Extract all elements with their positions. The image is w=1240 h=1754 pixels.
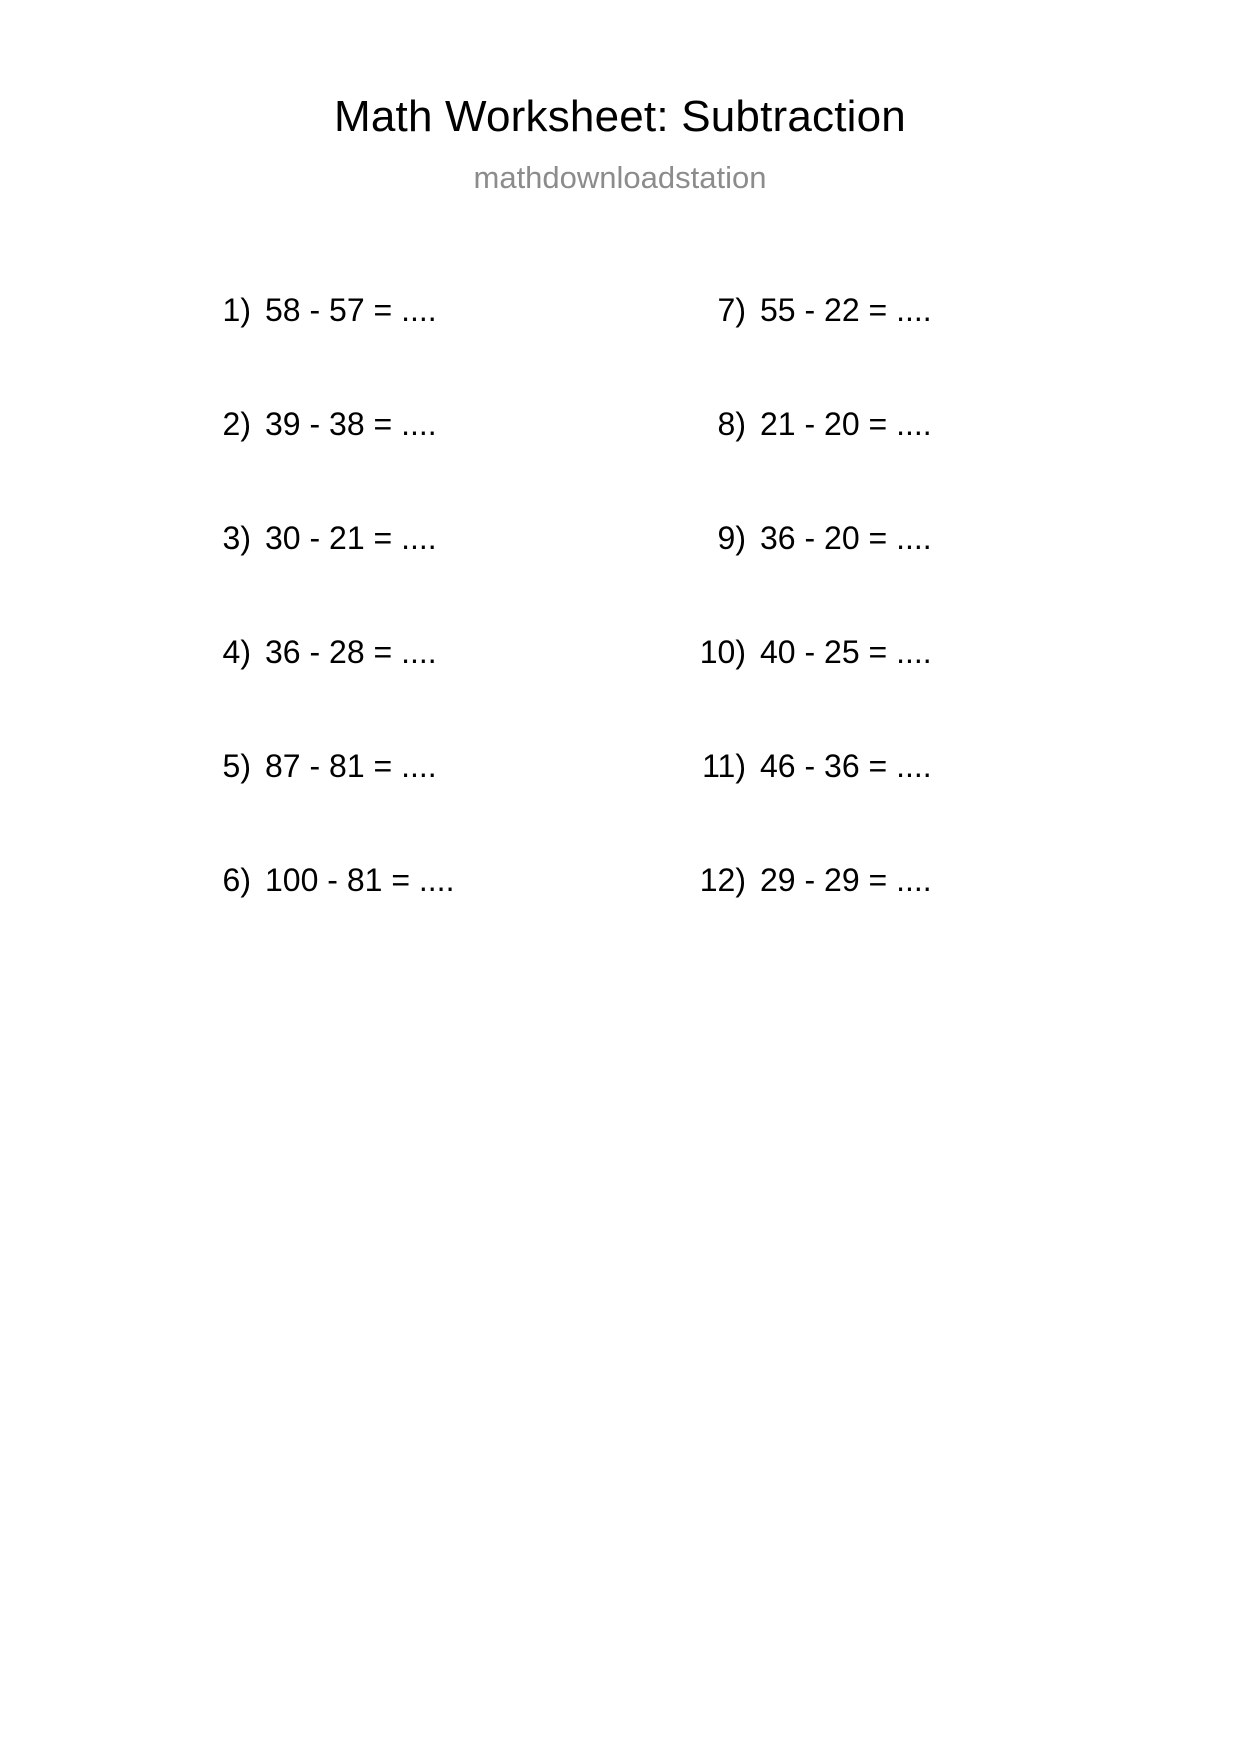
problem-number: 7) <box>717 292 746 328</box>
problem-expression: 29 - 29 = .... <box>760 862 932 898</box>
problem-expression: 58 - 57 = .... <box>265 292 437 328</box>
problem-column-left <box>195 292 495 976</box>
problem-number: 9) <box>717 520 746 556</box>
problem-list <box>0 292 1240 976</box>
problem-expression: 39 - 38 = .... <box>265 406 437 442</box>
problem-item <box>690 292 990 406</box>
problem-column-right <box>690 292 990 976</box>
problem-item <box>690 748 990 862</box>
problem-item <box>690 862 990 976</box>
problem-number: 10) <box>699 634 746 670</box>
problem-expression: 36 - 28 = .... <box>265 634 437 670</box>
problem-item <box>690 406 990 520</box>
problem-number: 4) <box>222 634 251 670</box>
problem-number: 3) <box>222 520 251 556</box>
problem-item <box>195 862 495 976</box>
problem-expression: 21 - 20 = .... <box>760 406 932 442</box>
problem-expression: 87 - 81 = .... <box>265 748 437 784</box>
problem-expression: 55 - 22 = .... <box>760 292 932 328</box>
problem-expression: 30 - 21 = .... <box>265 520 437 556</box>
problem-expression: 46 - 36 = .... <box>760 748 932 784</box>
problem-item <box>690 634 990 748</box>
problem-number: 6) <box>222 862 251 898</box>
page-title: Math Worksheet: Subtraction <box>334 92 906 141</box>
problem-item <box>690 520 990 634</box>
problem-number: 2) <box>222 406 251 442</box>
problem-expression: 100 - 81 = .... <box>265 862 455 898</box>
problem-number: 11) <box>702 748 746 784</box>
problem-item <box>195 634 495 748</box>
problem-item <box>195 406 495 520</box>
problem-number: 5) <box>222 748 251 784</box>
problem-number: 12) <box>699 862 746 898</box>
problem-number: 8) <box>717 406 746 442</box>
problem-number: 1) <box>222 292 251 328</box>
problem-item <box>195 748 495 862</box>
problem-item <box>195 520 495 634</box>
problem-expression: 40 - 25 = .... <box>760 634 932 670</box>
problem-item <box>195 292 495 406</box>
problem-expression: 36 - 20 = .... <box>760 520 932 556</box>
page-subtitle: mathdownloadstation <box>473 160 767 195</box>
